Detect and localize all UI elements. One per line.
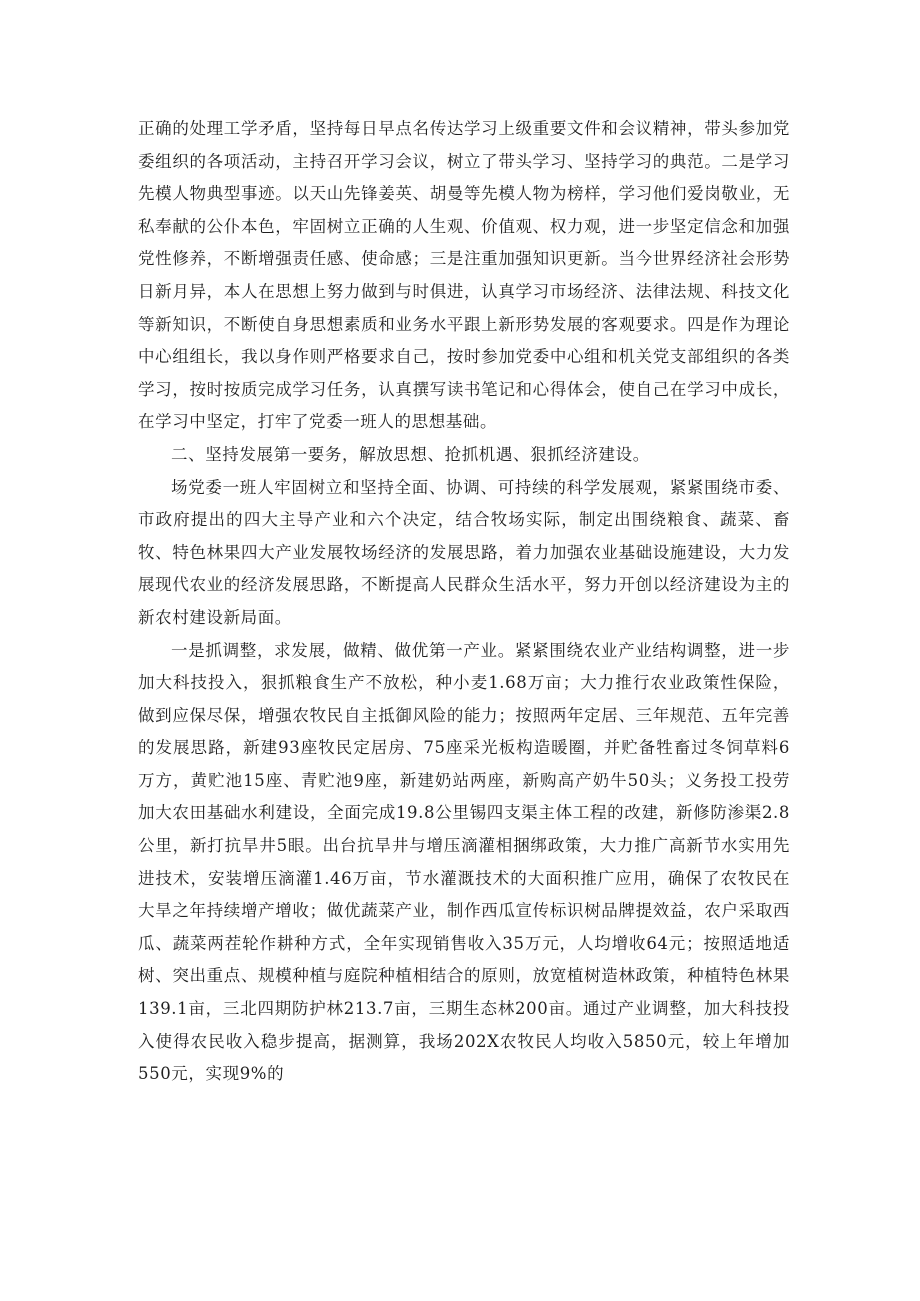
- paragraph-study-continuation: 正确的处理工学矛盾，坚持每日早点名传达学习上级重要文件和会议精神，带头参加党委组织的各项活动，主持召开学习会议，树立了带头学习、坚持学习的典范。二是学习先模人物典型事迹。以天山先锋姜英、胡曼等先模人物为榜样，学习他们爱岗敬业，无私奉献的公仆本色，牢固树立正确的人生观、价值观、权力观，进一步坚定信念和加强党性修养，不断增强责任感、使命感；三是注重加强知识更新。当今世界经济社会形势日新月异，本人在思想上努力做到与时俱进，认真学习市场经济、法律法规、科技文化等新知识，不断使自身思想素质和业务水平跟上新形势发展的客观要求。四是作为理论中心组组长，我以身作则严格要求自己，按时参加党委中心组和机关党支部组织的各类学习，按时按质完成学习任务，认真撰写读书笔记和心得体会，使自己在学习中成长，在学习中坚定，打牢了党委一班人的思想基础。: [138, 119, 790, 432]
- document-body: [138, 113, 790, 1091]
- paragraph-development-strategy: 场党委一班人牢固树立和坚持全面、协调、可持续的科学发展观，紧紧围绕市委、市政府提出的四大主导产业和六个决定，结合牧场实际，制定出围绕粮食、蔬菜、畜牧、特色林果四大产业发展牧场经济的发展思路，着力加强农业基础设施建设，大力发展现代农业的经济发展思路，不断提高人民群众生活水平，努力开创以经济建设为主的新农村建设新局面。: [138, 477, 790, 627]
- paragraph-primary-industry: 一是抓调整，求发展，做精、做优第一产业。紧紧围绕农业产业结构调整，进一步加大科技投入，狠抓粮食生产不放松，种小麦1.68万亩；大力推行农业政策性保险，做到应保尽保，增强农牧民自主抵御风险的能力；按照两年定居、三年规范、五年完善的发展思路，新建93座牧民定居房、75座采光板构造暖圈，并贮备牲畜过冬饲草料6万方，黄贮池15座、青贮池9座，新建奶站两座，新购高产奶牛50头；义务投工投劳加大农田基础水利建设，全面完成19.8公里锡四支渠主体工程的改建，新修防渗渠2.8公里，新打抗旱井5眼。出台抗旱井与增压滴灌相捆绑政策，大力推广高新节水实用先进技术，安装增压滴灌1.46万亩，节水灌溉技术的大面积推广应用，确保了农牧民在大旱之年持续增产增收；做优蔬菜产业，制作西瓜宣传标识树品牌提效益，农户采取西瓜、蔬菜两茬轮作耕种方式，全年实现销售收入35万元，人均增收64元；按照适地适树、突出重点、规模种植与庭院种植相结合的原则，放宽植树造林政策，种植特色林果139.1亩，三北四期防护林213.7亩，三期生态林200亩。通过产业调整，加大科技投入使得农民收入稳步提高，据测算，我场202X农牧民人均收入5850元，较上年增加550元，实现9%的: [138, 640, 790, 1084]
- section-heading-economic-development: 二、坚持发展第一要务，解放思想、抢抓机遇、狠抓经济建设。: [171, 444, 650, 464]
